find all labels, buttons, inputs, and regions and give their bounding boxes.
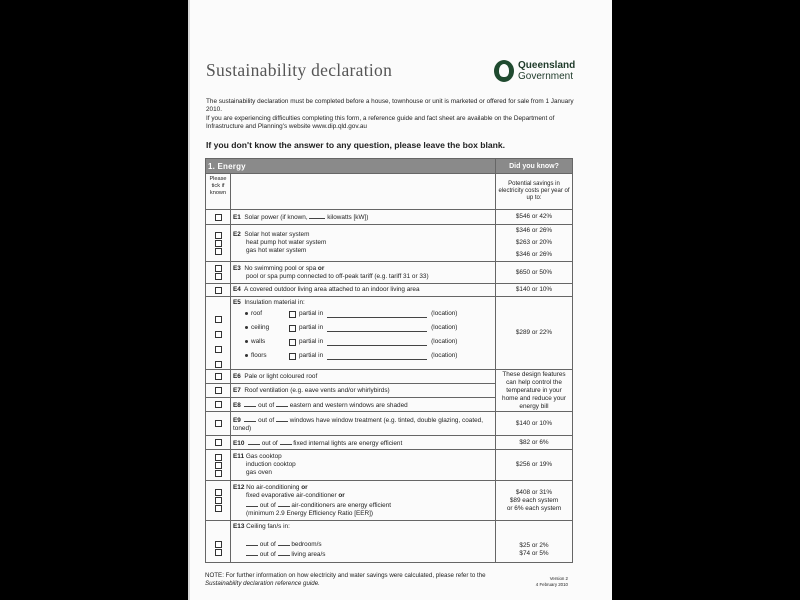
e3-or: or: [317, 264, 325, 272]
e8-code: E8: [233, 401, 241, 409]
section-heading: 1. Energy: [206, 159, 496, 174]
e11-item-gas-cooktop: Gas cooktop: [245, 453, 282, 460]
e12-no-ac-checkbox[interactable]: [215, 489, 222, 496]
e5-ceiling-checkbox[interactable]: [215, 331, 222, 338]
e3-offpeak-checkbox[interactable]: [215, 273, 222, 280]
e5-row-roof: [233, 307, 493, 321]
e11-gas-oven-checkbox[interactable]: [215, 470, 222, 477]
e2-solar-checkbox[interactable]: [215, 232, 222, 239]
e5-partial-label: partial in: [299, 324, 324, 331]
e6-checkbox[interactable]: [215, 373, 222, 380]
e11-item-induction: induction cooktop: [246, 461, 296, 468]
e5-location-label: (location): [431, 324, 458, 331]
e3-line2: pool or spa pump connected to off-peak tariff (e.g. tariff 31 or 33): [246, 272, 429, 280]
e5-floors-location-field[interactable]: [327, 353, 427, 360]
savings-column-header: Potential savings in electricity costs per year of up to:: [496, 174, 573, 210]
e12-saving-2: $89 each system: [509, 496, 559, 504]
e12-line4: (minimum 2.9 Energy Efficiency Ratio [EER]): [246, 509, 374, 517]
page-title: Sustainability declaration: [206, 60, 393, 80]
design-features-note: These design features can help control the temperature in your home and reduce your energy bill: [496, 370, 573, 412]
form-page: [188, 0, 612, 600]
e2-saving-solar: $346 or 26%: [515, 227, 553, 234]
e5-row-walls: [233, 335, 493, 349]
e2-gas-checkbox[interactable]: [215, 248, 222, 255]
e9-total-blank[interactable]: [276, 415, 288, 422]
e13-outof-2: out of: [259, 551, 276, 558]
e12-line3: air-conditioners are energy efficient: [291, 501, 392, 509]
e5-row-ceiling: [233, 321, 493, 335]
e5-row-floors: [233, 349, 493, 363]
e12-line2: fixed evaporative air-conditioner: [246, 491, 337, 499]
e3-code: E3: [233, 264, 241, 272]
e1-saving: $546 or 42%: [496, 210, 573, 225]
logo-line1: Queensland: [518, 60, 576, 71]
e1-code: E1: [233, 214, 241, 221]
e11-item-gas-oven: gas oven: [246, 469, 272, 476]
e10-code: E10: [233, 439, 245, 447]
e1-text-b: kilowatts [kW]): [327, 214, 369, 221]
question-column-header: [231, 174, 496, 210]
e13-room-bedroom: bedroom/s: [291, 541, 322, 548]
e5-walls-location-field[interactable]: [327, 339, 427, 346]
footnote-reference-guide: Sustainability declaration reference guide.: [205, 579, 320, 587]
e12-saving-1: $408 or 31%: [515, 488, 553, 496]
e5-partial-label: partial in: [299, 310, 324, 317]
e12-total-blank[interactable]: [278, 500, 290, 507]
e10-checkbox[interactable]: [215, 439, 222, 446]
intro-paragraph-2: If you are experiencing difficulties completing this form, a reference guide and fact sheet are available on the Department of Infrastructure and Planning's website www.dip.qld.gov.au: [206, 115, 555, 130]
version-block: [528, 576, 568, 587]
e7-code: E7: [233, 386, 241, 394]
e5-walls-checkbox[interactable]: [215, 346, 222, 353]
e2-heatpump-checkbox[interactable]: [215, 240, 222, 247]
e9-code: E9: [233, 416, 241, 424]
e2-code: E2: [233, 231, 241, 238]
e4-checkbox[interactable]: [215, 287, 222, 294]
energy-table: [205, 158, 573, 563]
e1-checkbox[interactable]: [215, 214, 222, 221]
e5-location-label: (location): [431, 310, 458, 317]
e5-partial-label: partial in: [299, 338, 324, 345]
e13-text: Ceiling fan/s in:: [246, 523, 290, 530]
e8-total-blank[interactable]: [276, 400, 288, 407]
e12-line3-outof: out of: [259, 501, 276, 509]
e1-text: Solar power (if known,: [244, 214, 308, 221]
e2-item-gas: gas hot water system: [246, 247, 307, 254]
e12-count-blank[interactable]: [246, 500, 258, 507]
e10-text-b: fixed internal lights are energy efficient: [293, 439, 403, 447]
e5-roof-partial-checkbox[interactable]: [289, 311, 296, 318]
e11-gas-cooktop-checkbox[interactable]: [215, 454, 222, 461]
e12-or-2: or: [338, 491, 345, 499]
e1-kw-blank[interactable]: [309, 212, 325, 219]
footnote-text: NOTE: For further information on how electricity and water savings were calculated, please refer to the: [205, 572, 486, 579]
e5-walls-partial-checkbox[interactable]: [289, 339, 296, 346]
e13-code: E13: [233, 523, 245, 530]
e7-text: Roof ventilation (e.g. eave vents and/or whirlybirds): [244, 386, 390, 394]
e7-checkbox[interactable]: [215, 387, 222, 394]
e5-ceiling-location-field[interactable]: [327, 325, 427, 332]
footnote: [205, 572, 495, 587]
e12-or-1: or: [301, 483, 308, 491]
e12-evaporative-checkbox[interactable]: [215, 497, 222, 504]
e5-material-roof: roof: [251, 310, 263, 317]
e2-saving-gas: $346 or 26%: [515, 251, 553, 258]
e11-code: E11: [233, 453, 245, 460]
e5-material-walls: walls: [251, 338, 266, 345]
e6-text: Pale or light coloured roof: [244, 372, 318, 380]
e8-text-a: out of: [258, 401, 275, 409]
e2-item-solar: Solar hot water system: [244, 231, 310, 238]
e13-room-living: living area/s: [291, 551, 326, 558]
e4-text: A covered outdoor living area attached to an indoor living area: [244, 286, 420, 293]
e5-material-floors: floors: [251, 352, 267, 359]
e9-text-b: windows have window treatment (e.g. tinted, double glazing, coated, toned): [233, 416, 483, 432]
e10-text-a: out of: [261, 439, 278, 447]
version-label: Version 2: [549, 576, 568, 581]
e3-nopool-checkbox[interactable]: [215, 265, 222, 272]
e10-saving: $82 or 6%: [496, 436, 573, 450]
e13-saving-bedroom: $25 or 2%: [519, 542, 549, 549]
e9-saving: $140 or 10%: [496, 412, 573, 436]
e5-location-label: (location): [431, 338, 458, 345]
e13-saving-living: $74 or 5%: [519, 550, 549, 557]
version-date: 4 February 2010: [535, 581, 568, 587]
e10-total-blank[interactable]: [280, 438, 292, 445]
e13-bedroom-count-blank[interactable]: [246, 539, 258, 546]
logo-line2: Government: [518, 71, 574, 82]
e5-saving: $289 or 22%: [496, 297, 573, 370]
e3-line1: No swimming pool or spa: [244, 264, 317, 272]
e12-line1: No air-conditioning: [246, 483, 300, 491]
e5-location-label: (location): [431, 352, 458, 359]
e13-living-count-blank[interactable]: [246, 549, 258, 556]
instruction-text: If you don't know the answer to any question, please leave the box blank.: [206, 140, 506, 150]
e8-count-blank[interactable]: [244, 400, 256, 407]
e6-code: E6: [233, 372, 241, 380]
tick-column-header: Please tick if known: [206, 174, 231, 210]
e13-bedroom-checkbox[interactable]: [215, 541, 222, 548]
e12-saving-3: or 6% each system: [506, 504, 562, 512]
e5-floors-partial-checkbox[interactable]: [289, 353, 296, 360]
e8-checkbox[interactable]: [215, 401, 222, 408]
e5-roof-location-field[interactable]: [327, 311, 427, 318]
e12-efficient-checkbox[interactable]: [215, 505, 222, 512]
e13-living-checkbox[interactable]: [215, 549, 222, 556]
e5-floors-checkbox[interactable]: [215, 361, 222, 368]
e8-text-b: eastern and western windows are shaded: [289, 401, 408, 409]
e9-text-a: out of: [258, 416, 275, 424]
page-edge: [188, 0, 190, 600]
queensland-government-logo: [494, 60, 588, 84]
e5-material-ceiling: ceiling: [251, 324, 270, 331]
did-you-know-heading: Did you know?: [496, 159, 573, 174]
e12-code: E12: [233, 483, 245, 491]
e5-roof-checkbox[interactable]: [215, 316, 222, 323]
e5-ceiling-partial-checkbox[interactable]: [289, 325, 296, 332]
e4-code: E4: [233, 286, 241, 293]
e9-checkbox[interactable]: [215, 420, 222, 427]
e13-bedroom-total-blank[interactable]: [278, 539, 290, 546]
intro-paragraph-1: The sustainability declaration must be completed before a house, townhouse or unit is marketed or offered for sale from 1 January 2010.: [206, 98, 574, 113]
e10-count-blank[interactable]: [248, 438, 260, 445]
e13-living-total-blank[interactable]: [278, 549, 290, 556]
e4-saving: $140 or 10%: [496, 284, 573, 297]
qld-crest-icon: [494, 60, 514, 82]
e3-saving: $650 or 50%: [496, 262, 573, 284]
e5-code: E5: [233, 299, 241, 306]
e2-item-heatpump: heat pump hot water system: [246, 239, 327, 246]
e9-count-blank[interactable]: [244, 415, 256, 422]
e11-induction-checkbox[interactable]: [215, 462, 222, 469]
e2-saving-heatpump: $263 or 20%: [515, 239, 553, 246]
e11-saving: $256 or 19%: [496, 450, 573, 481]
e13-outof-1: out of: [259, 541, 276, 548]
e5-partial-label: partial in: [299, 352, 324, 359]
e5-text: Insulation material in:: [244, 299, 305, 306]
